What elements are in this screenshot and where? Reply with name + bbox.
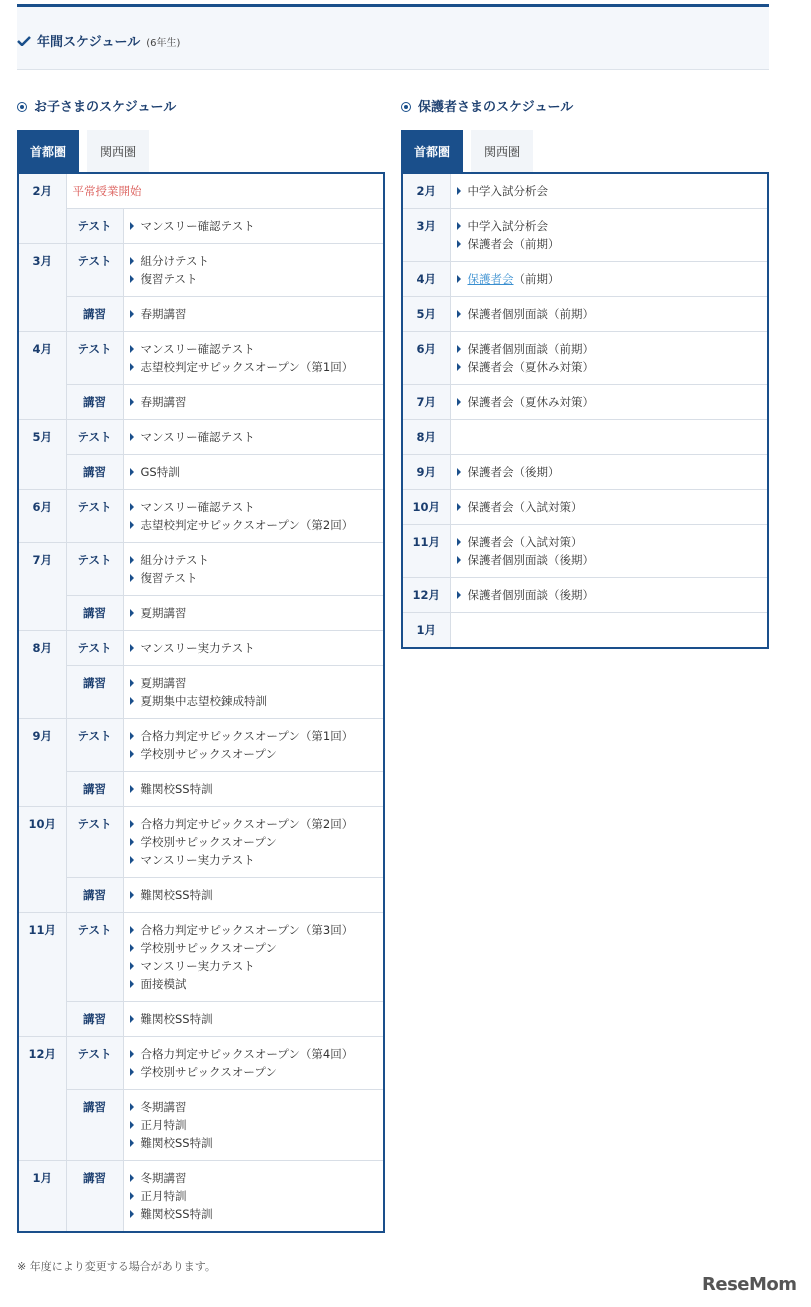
parent-schedule-table	[401, 172, 769, 649]
items-cell	[123, 332, 384, 385]
list-item	[130, 886, 378, 904]
footnote: ※ 年度により変更する場合があります。	[17, 1260, 216, 1273]
caret-right-icon	[457, 503, 461, 511]
item-text: 春期講習	[140, 395, 187, 409]
caret-right-icon	[130, 310, 134, 318]
list-item	[130, 516, 378, 534]
category-cell: 講習	[66, 666, 123, 719]
list-item	[130, 340, 378, 358]
resemom-logo: ReseMom	[702, 1274, 797, 1295]
table-row	[18, 878, 384, 913]
item-text: 志望校判定サピックスオープン（第2回）	[140, 518, 354, 532]
item-text: マンスリー実力テスト	[140, 853, 255, 867]
category-cell: 講習	[66, 1161, 123, 1233]
category-cell: テスト	[66, 244, 123, 297]
caret-right-icon	[130, 679, 134, 687]
table-row	[18, 1090, 384, 1161]
list-item	[457, 498, 762, 516]
list-item	[130, 833, 378, 851]
items-cell	[450, 209, 768, 262]
items-cell	[123, 666, 384, 719]
list-item	[130, 498, 378, 516]
table-row	[402, 420, 768, 455]
caret-right-icon	[130, 926, 134, 934]
month-cell: 3月	[402, 209, 450, 262]
table-row	[402, 297, 768, 332]
caret-right-icon	[130, 363, 134, 371]
category-cell: テスト	[66, 631, 123, 666]
list-item	[130, 1098, 378, 1116]
table-row	[18, 385, 384, 420]
table-row	[402, 332, 768, 385]
items-cell	[450, 613, 768, 649]
table-row	[18, 173, 384, 209]
item-text: 夏期講習	[140, 606, 187, 620]
caret-right-icon	[130, 1210, 134, 1218]
items-cell	[123, 913, 384, 1002]
item-text: GS特訓	[140, 465, 180, 479]
month-cell: 4月	[402, 262, 450, 297]
table-row	[18, 332, 384, 385]
list-item	[130, 1010, 378, 1028]
month-cell: 8月	[18, 631, 66, 719]
caret-right-icon	[130, 222, 134, 230]
items-cell	[450, 490, 768, 525]
item-text: 組分けテスト	[140, 254, 210, 268]
tab-shutoken[interactable]: 首都圏	[401, 130, 463, 172]
month-cell: 6月	[18, 490, 66, 543]
category-cell: テスト	[66, 490, 123, 543]
list-item	[130, 1205, 378, 1223]
caret-right-icon	[457, 591, 461, 599]
items-cell	[123, 1002, 384, 1037]
child-title-text: お子さまのスケジュール	[34, 100, 177, 115]
item-text: 難関校SS特訓	[140, 1136, 213, 1150]
item-text: 春期講習	[140, 307, 187, 321]
caret-right-icon	[130, 521, 134, 529]
category-cell: 講習	[66, 297, 123, 332]
list-item	[130, 921, 378, 939]
category-cell: テスト	[66, 913, 123, 1002]
table-row	[18, 807, 384, 878]
list-item	[457, 340, 762, 358]
month-cell: 2月	[18, 173, 66, 244]
list-item	[457, 305, 762, 323]
item-text: 学校別サピックスオープン	[140, 1065, 277, 1079]
table-row	[18, 772, 384, 807]
item-text[interactable]: 保護者会	[467, 272, 514, 286]
list-item	[457, 235, 762, 253]
parent-region-tabs	[401, 130, 533, 172]
month-cell: 10月	[402, 490, 450, 525]
caret-right-icon	[130, 257, 134, 265]
month-cell: 10月	[18, 807, 66, 913]
category-cell: 講習	[66, 596, 123, 631]
title-text: 年間スケジュール	[37, 35, 141, 50]
list-item	[457, 551, 762, 569]
table-row	[18, 209, 384, 244]
caret-right-icon	[130, 1015, 134, 1023]
table-row	[18, 1037, 384, 1090]
list-item	[130, 604, 378, 622]
caret-right-icon	[130, 345, 134, 353]
item-text: 組分けテスト	[140, 553, 210, 567]
list-item	[130, 551, 378, 569]
list-item	[130, 270, 378, 288]
item-text: 復習テスト	[140, 571, 198, 585]
item-text: 学校別サピックスオープン	[140, 941, 277, 955]
table-row	[402, 455, 768, 490]
table-row	[18, 543, 384, 596]
month-cell: 4月	[18, 332, 66, 420]
parent-title-text: 保護者さまのスケジュール	[418, 100, 574, 115]
item-text: 保護者会（後期）	[467, 465, 560, 479]
list-item	[130, 1134, 378, 1152]
item-text: 合格力判定サピックスオープン（第3回）	[140, 923, 354, 937]
tab-shutoken[interactable]: 首都圏	[17, 130, 79, 172]
caret-right-icon	[130, 503, 134, 511]
caret-right-icon	[130, 856, 134, 864]
list-item	[130, 939, 378, 957]
month-cell: 11月	[18, 913, 66, 1037]
table-row	[18, 596, 384, 631]
month-cell: 1月	[402, 613, 450, 649]
caret-right-icon	[130, 980, 134, 988]
item-text: 志望校判定サピックスオープン（第1回）	[140, 360, 354, 374]
items-cell	[123, 244, 384, 297]
caret-right-icon	[457, 222, 461, 230]
item-text: 難関校SS特訓	[140, 782, 213, 796]
list-item	[130, 639, 378, 657]
items-cell	[123, 385, 384, 420]
caret-right-icon	[457, 538, 461, 546]
item-text: マンスリー実力テスト	[140, 641, 255, 655]
item-text: 保護者会（夏休み対策）	[467, 395, 594, 409]
caret-right-icon	[130, 891, 134, 899]
table-row	[402, 525, 768, 578]
items-cell	[123, 631, 384, 666]
item-text: 保護者会（前期）	[467, 237, 560, 251]
caret-right-icon	[130, 944, 134, 952]
notice-cell	[66, 173, 384, 209]
grade-label: (6年生)	[146, 38, 181, 49]
items-cell	[450, 420, 768, 455]
page-title	[17, 31, 180, 50]
category-cell: 講習	[66, 455, 123, 490]
month-cell: 9月	[18, 719, 66, 807]
list-item	[130, 305, 378, 323]
table-row	[18, 297, 384, 332]
category-cell: 講習	[66, 772, 123, 807]
month-cell: 12月	[18, 1037, 66, 1161]
item-text: 合格力判定サピックスオープン（第2回）	[140, 817, 354, 831]
month-cell: 2月	[402, 173, 450, 209]
items-cell	[450, 173, 768, 209]
month-cell: 6月	[402, 332, 450, 385]
list-item	[130, 1169, 378, 1187]
list-item	[130, 692, 378, 710]
items-cell	[450, 385, 768, 420]
caret-right-icon	[130, 1050, 134, 1058]
items-cell	[450, 525, 768, 578]
item-text: 中学入試分析会	[467, 184, 548, 198]
caret-right-icon	[457, 345, 461, 353]
item-text: 難関校SS特訓	[140, 888, 213, 902]
caret-right-icon	[130, 433, 134, 441]
list-item	[130, 957, 378, 975]
table-row	[402, 262, 768, 297]
item-text: 平常授業開始	[72, 184, 142, 198]
caret-right-icon	[130, 697, 134, 705]
items-cell	[123, 596, 384, 631]
category-cell: 講習	[66, 1002, 123, 1037]
list-item	[130, 393, 378, 411]
list-item	[130, 569, 378, 587]
list-item	[457, 182, 762, 200]
list-item	[130, 217, 378, 235]
item-text: 面接模試	[140, 977, 187, 991]
table-row	[402, 209, 768, 262]
item-text: 難関校SS特訓	[140, 1012, 213, 1026]
item-text: 合格力判定サピックスオープン（第1回）	[140, 729, 354, 743]
list-item	[130, 1063, 378, 1081]
items-cell	[123, 209, 384, 244]
table-row	[402, 490, 768, 525]
item-text: 保護者会（入試対策）	[467, 535, 583, 549]
item-text: 保護者個別面談（後期）	[467, 553, 594, 567]
item-text: 保護者会（入試対策）	[467, 500, 583, 514]
items-cell	[123, 1090, 384, 1161]
item-text: 夏期集中志望校錬成特訓	[140, 694, 267, 708]
items-cell	[123, 543, 384, 596]
list-item	[130, 727, 378, 745]
caret-right-icon	[130, 1068, 134, 1076]
table-row	[18, 913, 384, 1002]
table-row	[18, 1002, 384, 1037]
items-cell	[123, 719, 384, 772]
month-cell: 12月	[402, 578, 450, 613]
parent-schedule-title	[401, 96, 573, 115]
category-cell: 講習	[66, 385, 123, 420]
caret-right-icon	[457, 187, 461, 195]
caret-right-icon	[130, 468, 134, 476]
caret-right-icon	[130, 1174, 134, 1182]
category-cell: テスト	[66, 1037, 123, 1090]
list-item	[130, 780, 378, 798]
month-cell: 8月	[402, 420, 450, 455]
month-cell: 5月	[18, 420, 66, 490]
target-icon	[17, 102, 27, 112]
items-cell	[123, 1161, 384, 1233]
list-item	[457, 217, 762, 235]
category-cell: テスト	[66, 332, 123, 385]
item-text: マンスリー実力テスト	[140, 959, 255, 973]
caret-right-icon	[130, 750, 134, 758]
item-text: 保護者個別面談（前期）	[467, 307, 594, 321]
table-row	[402, 613, 768, 649]
caret-right-icon	[130, 1121, 134, 1129]
list-item	[457, 358, 762, 376]
list-item	[457, 533, 762, 551]
caret-right-icon	[457, 363, 461, 371]
list-item	[130, 815, 378, 833]
item-text: 復習テスト	[140, 272, 198, 286]
items-cell	[123, 772, 384, 807]
caret-right-icon	[457, 275, 461, 283]
table-row	[402, 173, 768, 209]
child-schedule-table	[17, 172, 385, 1233]
items-cell	[123, 807, 384, 878]
table-row	[402, 385, 768, 420]
items-cell	[123, 878, 384, 913]
category-cell: 講習	[66, 1090, 123, 1161]
items-cell	[123, 297, 384, 332]
list-item	[130, 745, 378, 763]
item-text: マンスリー確認テスト	[140, 219, 255, 233]
items-cell	[450, 332, 768, 385]
month-cell: 11月	[402, 525, 450, 578]
check-icon	[17, 36, 31, 46]
table-row	[18, 1161, 384, 1233]
list-item	[130, 252, 378, 270]
list-item	[130, 358, 378, 376]
list-item	[73, 182, 378, 200]
item-suffix: （前期）	[513, 272, 560, 286]
month-cell: 7月	[18, 543, 66, 631]
caret-right-icon	[130, 644, 134, 652]
table-row	[18, 631, 384, 666]
items-cell	[450, 578, 768, 613]
table-row	[18, 244, 384, 297]
item-text: 学校別サピックスオープン	[140, 835, 277, 849]
list-item	[457, 270, 762, 288]
items-cell	[123, 455, 384, 490]
items-cell	[450, 262, 768, 297]
month-cell: 1月	[18, 1161, 66, 1233]
caret-right-icon	[457, 468, 461, 476]
items-cell	[123, 1037, 384, 1090]
items-cell	[450, 455, 768, 490]
table-row	[18, 666, 384, 719]
month-cell: 9月	[402, 455, 450, 490]
table-row	[402, 578, 768, 613]
item-text: 学校別サピックスオープン	[140, 747, 277, 761]
caret-right-icon	[130, 1139, 134, 1147]
caret-right-icon	[457, 398, 461, 406]
month-cell: 5月	[402, 297, 450, 332]
caret-right-icon	[130, 1103, 134, 1111]
month-cell: 3月	[18, 244, 66, 332]
category-cell: テスト	[66, 543, 123, 596]
list-item	[130, 1116, 378, 1134]
caret-right-icon	[457, 240, 461, 248]
caret-right-icon	[457, 556, 461, 564]
tab-kansai[interactable]: 関西圏	[471, 130, 533, 172]
annual-schedule-header	[17, 4, 769, 70]
category-cell: 講習	[66, 878, 123, 913]
items-cell	[123, 420, 384, 455]
caret-right-icon	[130, 574, 134, 582]
category-cell: テスト	[66, 420, 123, 455]
list-item	[130, 428, 378, 446]
list-item	[457, 586, 762, 604]
item-text: 難関校SS特訓	[140, 1207, 213, 1221]
item-text: 夏期講習	[140, 676, 187, 690]
category-cell: テスト	[66, 209, 123, 244]
caret-right-icon	[130, 1192, 134, 1200]
caret-right-icon	[130, 785, 134, 793]
item-text: マンスリー確認テスト	[140, 500, 255, 514]
category-cell: テスト	[66, 807, 123, 878]
list-item	[130, 851, 378, 869]
category-cell: テスト	[66, 719, 123, 772]
item-text: マンスリー確認テスト	[140, 430, 255, 444]
tab-kansai[interactable]: 関西圏	[87, 130, 149, 172]
target-icon	[401, 102, 411, 112]
caret-right-icon	[130, 556, 134, 564]
child-schedule-title	[17, 96, 176, 115]
table-row	[18, 420, 384, 455]
item-text: 保護者個別面談（前期）	[467, 342, 594, 356]
list-item	[130, 1187, 378, 1205]
list-item	[130, 674, 378, 692]
items-cell	[450, 297, 768, 332]
item-text: 冬期講習	[140, 1100, 187, 1114]
list-item	[130, 1045, 378, 1063]
caret-right-icon	[130, 732, 134, 740]
caret-right-icon	[130, 275, 134, 283]
list-item	[130, 975, 378, 993]
table-row	[18, 719, 384, 772]
item-text: 保護者個別面談（後期）	[467, 588, 594, 602]
list-item	[457, 393, 762, 411]
child-region-tabs	[17, 130, 149, 172]
caret-right-icon	[130, 838, 134, 846]
list-item	[457, 463, 762, 481]
caret-right-icon	[457, 310, 461, 318]
caret-right-icon	[130, 820, 134, 828]
items-cell	[123, 490, 384, 543]
list-item	[130, 463, 378, 481]
month-cell: 7月	[402, 385, 450, 420]
item-text: 正月特訓	[140, 1189, 187, 1203]
caret-right-icon	[130, 609, 134, 617]
table-row	[18, 490, 384, 543]
item-text: 正月特訓	[140, 1118, 187, 1132]
table-row	[18, 455, 384, 490]
item-text: 中学入試分析会	[467, 219, 548, 233]
item-text: 冬期講習	[140, 1171, 187, 1185]
caret-right-icon	[130, 962, 134, 970]
item-text: 合格力判定サピックスオープン（第4回）	[140, 1047, 354, 1061]
caret-right-icon	[130, 398, 134, 406]
item-text: マンスリー確認テスト	[140, 342, 255, 356]
item-text: 保護者会（夏休み対策）	[467, 360, 594, 374]
